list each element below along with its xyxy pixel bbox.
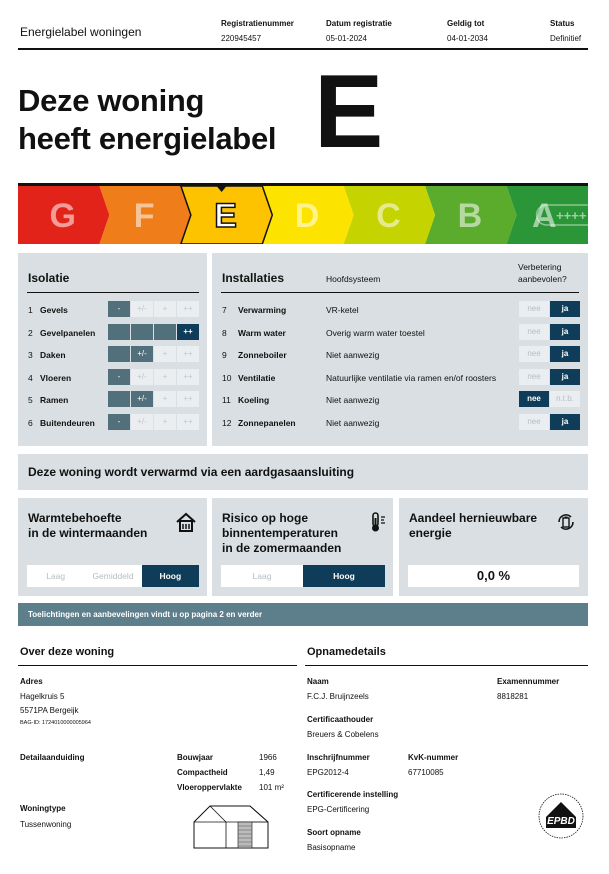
installatie-row-number: 9 [222, 350, 227, 360]
bouwjaar-value: 1966 [259, 753, 277, 762]
verbetering-second-option: ja [550, 346, 580, 362]
inschrijfnummer-value: EPG2012-4 [307, 768, 349, 777]
tussenwoning-house-illustration [192, 800, 272, 850]
installatie-row-name: Koeling [238, 395, 270, 405]
epbd-logo [537, 792, 585, 840]
installatie-row [222, 418, 322, 430]
isolatie-level-cell: +/- [131, 301, 153, 317]
verbetering-second-option: ja [550, 301, 580, 317]
installatie-row [222, 305, 322, 317]
isolatie-level-cell: + [154, 346, 176, 362]
status-value: Definitief [550, 34, 582, 43]
isolatie-level-cell: + [154, 391, 176, 407]
naam-label: Naam [307, 677, 329, 686]
examennummer-label: Examennummer [497, 677, 560, 686]
installatie-row-name: Zonnepanelen [238, 417, 296, 428]
installatie-row [222, 373, 322, 385]
opname-title: Opnamedetails [307, 646, 386, 658]
installaties-panel [212, 253, 588, 446]
isolatie-row-name: Daken [40, 350, 66, 360]
verbetering-nee-option: nee [519, 369, 549, 385]
valid-label: Geldig tot [447, 19, 485, 28]
detail-label: Detailaanduiding [20, 753, 85, 762]
label-letter-d: D [294, 197, 320, 235]
notice-bar: Toelichtingen en aanbevelingen vindt u op pagina 2 en verder [18, 603, 588, 626]
status-label: Status [550, 19, 575, 28]
isolatie-level-cell: - [108, 301, 130, 317]
isolatie-level-cell [108, 324, 130, 340]
registration-value: 220945457 [221, 34, 262, 43]
date-column [326, 19, 392, 43]
hernieuwbaar-title-line-2: energie [409, 526, 452, 540]
energy-label-letter: E [314, 54, 384, 170]
instelling-value: EPG-Certificering [307, 805, 370, 814]
risico-title-line-2: binnentemperaturen [222, 526, 339, 540]
bouwjaar-label: Bouwjaar [177, 753, 214, 762]
hernieuwbaar-value: 0,0 % [408, 565, 579, 587]
level-option-hoog: Hoog [303, 565, 385, 587]
risico-title-line-1: Risico op hoge [222, 511, 309, 525]
isolatie-row [28, 373, 118, 385]
verbetering-second-option: ja [550, 414, 580, 430]
isolatie-row [28, 395, 118, 407]
level-option-laag: Laag [27, 565, 84, 587]
verbetering-header-1: Verbetering [518, 262, 562, 272]
page-header [18, 16, 588, 50]
verbetering-nee-option: nee [519, 324, 549, 340]
isolatie-level-cell [108, 391, 130, 407]
date-label: Datum registratie [326, 19, 392, 28]
isolatie-row-number: 3 [28, 350, 33, 360]
hernieuwbaar-title [409, 511, 537, 541]
label-letter-a: A [532, 197, 557, 235]
certificaathouder-value: Breuers & Cobelens [307, 730, 379, 739]
opname-divider [305, 665, 588, 666]
address-street: Hagelkruis 5 [20, 692, 65, 701]
thermometer-icon [365, 511, 387, 533]
examennummer-value: 8818281 [497, 692, 529, 701]
kvk-value: 67710085 [408, 768, 444, 777]
warmtebehoefte-title-line-2: in de wintermaanden [28, 526, 148, 540]
isolatie-row-name: Ramen [40, 395, 69, 405]
isolatie-level-cell: +/- [131, 414, 153, 430]
installatie-row-name: Verwarming [238, 305, 287, 315]
date-value: 05-01-2024 [326, 34, 367, 43]
woningtype-value: Tussenwoning [20, 820, 72, 829]
hoofdsysteem-header: Hoofdsysteem [326, 274, 381, 284]
installatie-row-number: 10 [222, 372, 232, 383]
isolatie-level-cell: +/- [131, 391, 153, 407]
isolatie-level-cell: ++ [177, 414, 199, 430]
soort-opname-value: Basisopname [307, 843, 356, 852]
header-title: Energielabel woningen [20, 25, 142, 39]
isolatie-row-name: Gevelpanelen [40, 327, 96, 338]
valid-column [447, 19, 488, 43]
label-letter-e: E [214, 197, 237, 235]
installatie-row [222, 395, 322, 407]
woning-title: Over deze woning [20, 646, 115, 658]
isolatie-row-name: Vloeren [40, 372, 72, 383]
installaties-divider [221, 292, 579, 293]
verbetering-nee-option: nee [519, 301, 549, 317]
installatie-row-number: 12 [222, 417, 232, 428]
isolatie-row [28, 418, 118, 430]
hernieuwbaar-title-line-1: Aandeel hernieuwbare [409, 511, 538, 525]
kvk-label: KvK-nummer [408, 753, 459, 762]
installatie-row [222, 350, 322, 362]
installatie-system: Overig warm water toestel [326, 327, 425, 338]
installatie-row-name: Ventilatie [238, 372, 276, 383]
inschrijfnummer-label: Inschrijfnummer [307, 753, 370, 762]
verbetering-second-option: ja [550, 324, 580, 340]
installatie-system: Natuurlijke ventilatie via ramen en/of roosters [326, 372, 497, 383]
isolatie-row-name: Buitendeuren [40, 417, 95, 428]
risico-title-line-3: in de zomermaanden [222, 541, 342, 555]
installatie-system: Niet aanwezig [326, 350, 380, 360]
address-city: 5571PA Bergeijk [20, 706, 79, 715]
isolatie-level-cell: + [154, 414, 176, 430]
isolatie-level-cell [154, 324, 176, 340]
energy-label-scale [18, 183, 588, 244]
renewable-battery-icon [555, 511, 577, 533]
registration-column [221, 19, 294, 43]
isolatie-level-cell: ++ [177, 369, 199, 385]
isolatie-level-cell: +/- [131, 346, 153, 362]
headline-line-2: heeft energielabel [18, 121, 277, 156]
headline-line-1: Deze woning [18, 83, 205, 118]
installatie-row-number: 7 [222, 305, 227, 315]
verbetering-nee-option: nee [519, 391, 549, 407]
isolatie-level-cell: - [108, 369, 130, 385]
certificaathouder-label: Certificaathouder [307, 715, 374, 724]
risico-title [222, 511, 341, 556]
verbetering-header-2: aanbevolen? [518, 274, 567, 284]
compactheid-value: 1,49 [259, 768, 275, 777]
level-option-laag: Laag [221, 565, 303, 587]
installatie-row-number: 8 [222, 327, 227, 338]
label-letter-g: G [49, 197, 76, 235]
label-letter-c: C [376, 197, 401, 235]
isolatie-level-cell: ++ [177, 346, 199, 362]
level-option-gemiddeld: Gemiddeld [84, 565, 141, 587]
isolatie-level-cell: + [154, 369, 176, 385]
label-letter-b: B [457, 197, 483, 235]
heating-note: Deze woning wordt verwarmd via een aardgasaansluiting [18, 454, 588, 490]
house-heat-icon [175, 511, 197, 533]
a-plus-suffix: ++++ [556, 208, 587, 223]
installatie-row-name: Warm water [238, 327, 286, 338]
isolatie-row-number: 6 [28, 417, 33, 428]
address-label: Adres [20, 677, 43, 686]
risico-box [212, 498, 393, 596]
isolatie-row [28, 350, 118, 362]
epbd-logo-text: EPBD [547, 816, 575, 827]
naam-value: F.C.J. Bruijnzeels [307, 692, 369, 701]
installatie-row [222, 328, 322, 340]
installatie-row-number: 11 [222, 395, 231, 405]
compactheid-label: Compactheid [177, 768, 228, 777]
isolatie-row-number: 2 [28, 327, 33, 338]
status-column [550, 19, 581, 43]
verbetering-nee-option: nee [519, 346, 549, 362]
verbetering-second-option: ja [550, 369, 580, 385]
verbetering-second-option: n.t.b. [550, 391, 580, 407]
verbetering-nee-option: nee [519, 414, 549, 430]
vloeroppervlakte-label: Vloeroppervlakte [177, 783, 242, 792]
isolatie-row [28, 305, 118, 317]
isolatie-row-name: Gevels [40, 305, 68, 315]
isolatie-level-cell [108, 346, 130, 362]
isolatie-level-cell: - [108, 414, 130, 430]
label-letter-f: F [133, 197, 155, 235]
warmtebehoefte-box [18, 498, 207, 596]
woningtype-label: Woningtype [20, 804, 66, 813]
installatie-system: Niet aanwezig [326, 395, 380, 405]
isolatie-divider [27, 292, 199, 293]
headline [18, 82, 276, 158]
isolatie-row-number: 5 [28, 395, 33, 405]
isolatie-row-number: 4 [28, 372, 33, 383]
installatie-row-name: Zonneboiler [238, 350, 287, 360]
installatie-system: Niet aanwezig [326, 417, 380, 428]
soort-opname-label: Soort opname [307, 828, 361, 837]
hernieuwbaar-box [399, 498, 588, 596]
isolatie-row [28, 328, 118, 340]
isolatie-level-cell: ++ [177, 391, 199, 407]
vloeroppervlakte-value: 101 m² [259, 783, 284, 792]
energy-label-scale-graphic [18, 186, 588, 244]
isolatie-level-cell: + [154, 301, 176, 317]
registration-label: Registratienummer [221, 19, 294, 28]
warmtebehoefte-title-line-1: Warmtebehoefte [28, 511, 122, 525]
warmtebehoefte-title [28, 511, 147, 541]
isolatie-panel [18, 253, 207, 446]
installaties-title: Installaties [222, 271, 285, 285]
isolatie-row-number: 1 [28, 305, 33, 315]
valid-value: 04-01-2034 [447, 34, 488, 43]
isolatie-level-cell: +/- [131, 369, 153, 385]
level-option-hoog: Hoog [142, 565, 199, 587]
isolatie-title: Isolatie [28, 271, 70, 285]
woning-divider [18, 665, 297, 666]
installatie-system: VR-ketel [326, 305, 359, 315]
isolatie-level-cell: ++ [177, 301, 199, 317]
bag-id: BAG-ID: 1724010000005964 [20, 720, 91, 726]
instelling-label: Certificerende instelling [307, 790, 399, 799]
isolatie-level-cell: ++ [177, 324, 199, 340]
isolatie-level-cell [131, 324, 153, 340]
